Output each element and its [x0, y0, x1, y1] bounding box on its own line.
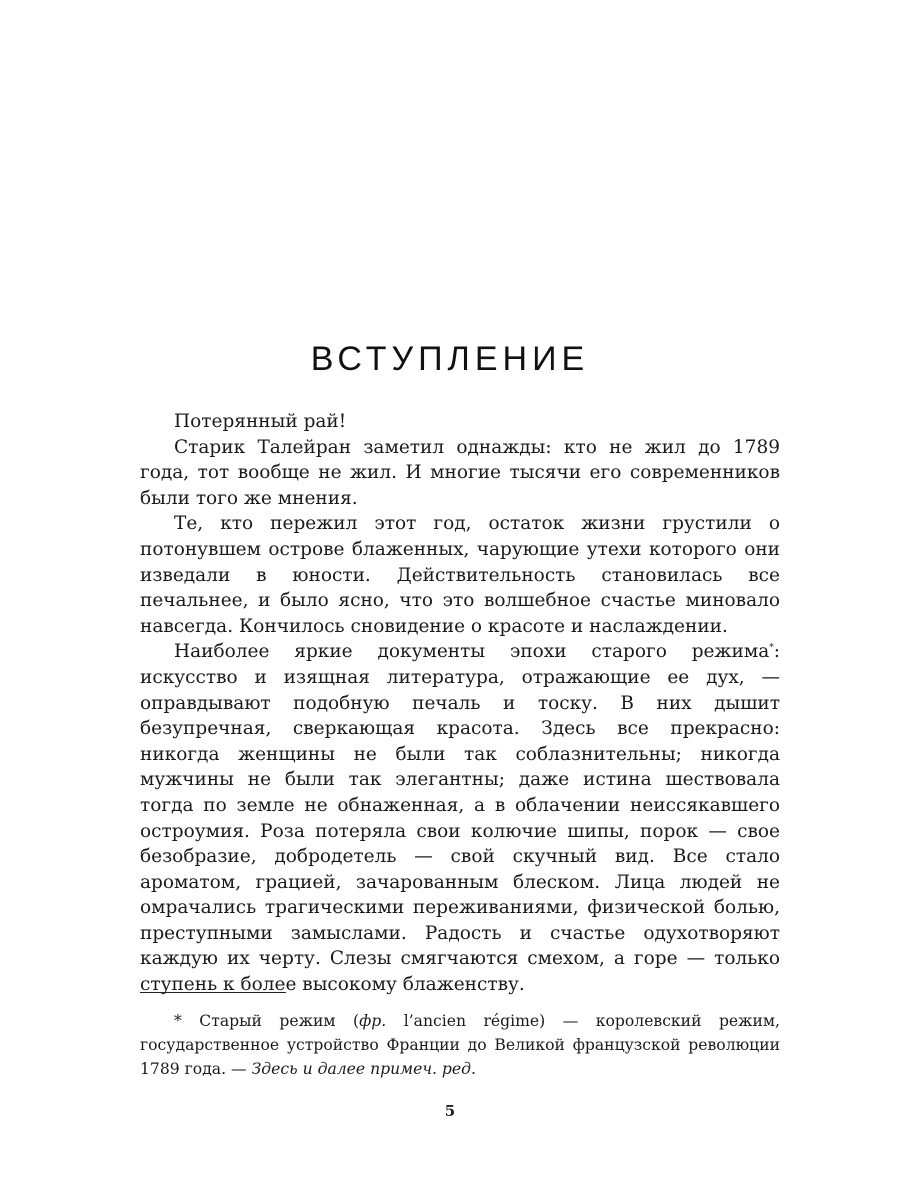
footnote-abbreviation: фр. [359, 1012, 387, 1030]
chapter-title: ВСТУПЛЕНИЕ [310, 340, 590, 378]
paragraph-4-start: Наиболее яркие документы эпохи старого режима [174, 641, 770, 663]
paragraph-4-rest: : искусство и изящная литература, отражающие ее дух, — оправдывают подобную печаль и тоску. В них дышит безупречная, сверкающая красота. Здесь все прекрасно: никогда женщины не были так соблазнительны; никогда мужчины не были так элегантны; даже истина шествовала тогда по земле не обнаженная, а в облачении неиссякавшего остроумия. Роза потеряла свои колючие шипы, порок — свое безобразие, добродетель — свой скучный вид. Все стало ароматом, грацией, зачарованным блеском. Лица людей не омрачались трагическими переживаниями, физической болью, преступными замыслами. Радость и счастье одухотворяют каждую их черту. Слезы смягчаются смехом, а горе — только ступень к более высокому блаженству. [140, 641, 780, 996]
footnote-editor-note: Здесь и далее примеч. ред. [251, 1060, 476, 1078]
paragraph-1: Потерянный рай! [174, 411, 347, 432]
footnote [140, 1009, 780, 1081]
footnote-reference-mark: * [769, 643, 774, 654]
footnote-divider [140, 992, 286, 993]
paragraph-3: Те, кто пережил этот год, остаток жизни грустили о потонувшем острове блаженных, чарующие утехи которого они изведали в юности. Действительность становилась все печальнее, и было ясно, что это волшебное счастье миновало навсегда. Кончилось сновидение о красоте и наслаждении. [140, 513, 780, 637]
paragraph-2: Старик Талейран заметил однажды: кто не жил до 1789 года, тот вообще не жил. И многие тысячи его современников были того же мнения. [140, 436, 780, 509]
footnote-text-2: l’ancien régime) — королевский режим, государственное устройство Франции до Великой французской революции 1789 года. — [140, 1012, 780, 1078]
paragraph-4 [140, 639, 780, 997]
page-number: 5 [444, 1102, 456, 1120]
footnote-text-1: Старый режим ( [181, 1012, 360, 1030]
footnote-mark: * [174, 1012, 182, 1030]
main-text [140, 409, 780, 998]
